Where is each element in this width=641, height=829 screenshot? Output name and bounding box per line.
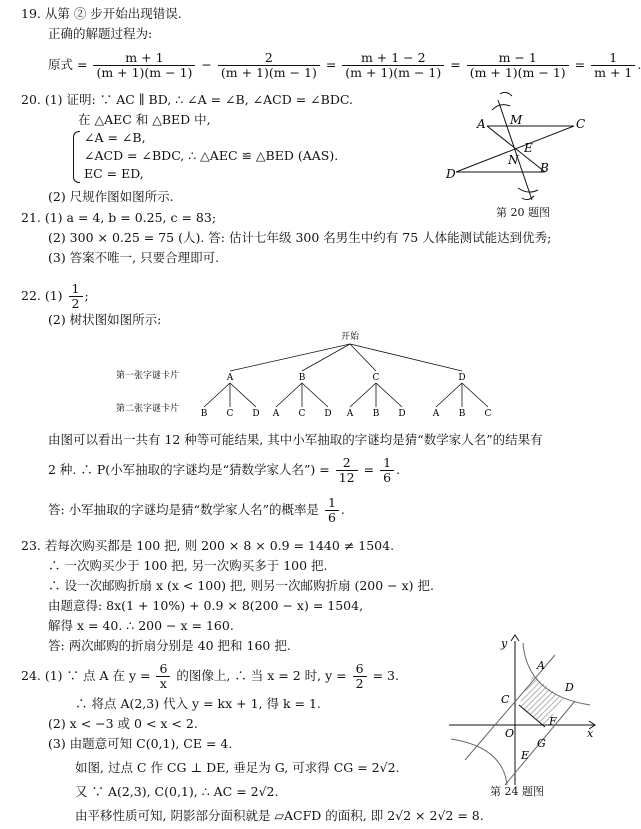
prefix: 24. (1) ∵ 点 A 在 y = (21, 668, 151, 683)
frac (325, 496, 339, 525)
num: m − 1 (467, 51, 569, 66)
tree-node: B (200, 409, 208, 419)
q19-line1: 19. 从第 ② 步开始出现错误. (21, 6, 182, 21)
q23-line3: ∴ 设一次邮购折扇 x (x < 100) 把, 则另一次邮购折扇 (200 − x) 把. (48, 578, 434, 593)
label-D: D (446, 167, 456, 181)
tree-node: C (372, 373, 380, 383)
q22-line5 (48, 494, 345, 526)
label-F: F (549, 715, 557, 728)
label-B: B (540, 161, 549, 175)
q20-brace2: ∠ACD = ∠BDC, ∴ △AEC ≌ △BED (AAS). (84, 148, 339, 163)
label-A: A (477, 117, 486, 131)
q24-caption: 第 24 题图 (490, 785, 544, 798)
tree-edges (204, 344, 488, 407)
label-O: O (505, 727, 515, 740)
suffix: ; (84, 288, 89, 303)
tree-edge (204, 383, 230, 407)
frac-3 (342, 51, 444, 80)
tree-node: C (298, 409, 306, 419)
tree-root: 开始 (340, 332, 360, 342)
num: 6 (156, 662, 170, 677)
suffix: . (340, 502, 345, 517)
q24-line7: 由平移性质可知, 阴影部分面积就是 ▱ACFD 的面积, 即 2√2 × 2√2 = 8. (75, 808, 484, 823)
label-C: C (501, 693, 510, 706)
tree-edge (350, 344, 462, 371)
tree-node: A (346, 409, 354, 419)
frac (156, 662, 170, 691)
label-D: D (565, 681, 574, 694)
den: x (159, 676, 167, 691)
den: (m + 1)(m − 1) (96, 65, 193, 80)
den: 6 (383, 470, 392, 485)
label-x: x (587, 727, 594, 740)
q24-line2: ∴ 将点 A(2,3) 代入 y = kx + 1, 得 k = 1. (75, 696, 321, 711)
tree-node: B (298, 373, 306, 383)
q19-line2: 正确的解题过程为: (48, 26, 153, 41)
suffix: = 3. (372, 668, 399, 683)
q24-line3: (2) x < −3 或 0 < x < 2. (48, 716, 198, 731)
arc (500, 92, 512, 96)
q22-line2: (2) 树状图如图所示: (48, 312, 162, 327)
num: 6 (353, 662, 367, 677)
tree-node: D (324, 409, 332, 419)
suffix: . (396, 462, 401, 477)
label-G: G (537, 737, 546, 750)
label-M: M (510, 113, 523, 127)
den: 12 (338, 470, 355, 485)
tree-edge (436, 383, 462, 407)
q23-line5: 解得 x = 40. ∴ 200 − x = 160. (48, 618, 234, 633)
prefix: 2 种. ∴ P(小军抽取的字谜均是“猜数学家人名”) = (48, 462, 330, 477)
prefix: 答: 小军抽取的字谜均是猜“数学家人名”的概率是 (48, 502, 319, 517)
q20-line3: (2) 尺规作图如图所示. (48, 189, 174, 204)
num: m + 1 (93, 51, 195, 66)
op: . (637, 57, 641, 72)
hyperbola (451, 739, 507, 785)
tree-row2-label: 第二张字谜卡片 (116, 404, 180, 414)
den: m + 1 (594, 65, 633, 80)
q21-line1: 21. (1) a = 4, b = 0.25, c = 83; (21, 210, 217, 225)
q24-line6: 又 ∵ A(2,3), C(0,1), ∴ AC = 2√2. (75, 784, 279, 799)
q21-line3: (3) 答案不唯一, 只要合理即可. (48, 250, 220, 265)
frac-2 (218, 51, 320, 80)
den: (m + 1)(m − 1) (220, 65, 317, 80)
q24-line4: (3) 由题意可知 C(0,1), CE = 4. (48, 736, 233, 751)
q24-line5: 如图, 过点 C 作 CG ⊥ DE, 垂足为 G, 可求得 CG = 2√2. (75, 760, 400, 775)
den: (m + 1)(m − 1) (345, 65, 442, 80)
tree-node: B (372, 409, 380, 419)
tree-node: A (226, 373, 234, 383)
tree-node: C (484, 409, 492, 419)
op: = (450, 57, 461, 72)
q23-line1: 23. 若每次购买都是 100 把, 则 200 × 8 × 0.9 = 1440 ≠ 1504. (21, 538, 395, 553)
tree-node: D (458, 373, 466, 383)
tree-edge (302, 383, 328, 407)
tree-edge (276, 383, 302, 407)
q22-line1 (21, 280, 89, 312)
mid: 的图像上, ∴ 当 x = 2 时, y = (176, 668, 347, 683)
frac-1 (93, 51, 195, 80)
q20-figure (440, 80, 600, 205)
q20-brace3: EC = ED, (84, 166, 144, 181)
num: 2 (336, 456, 358, 471)
q22-line4 (48, 454, 400, 486)
tree-edge (350, 344, 376, 371)
q20-caption: 第 20 题图 (496, 206, 550, 219)
q19-formula (48, 48, 641, 82)
tree-node: C (226, 409, 234, 419)
q22-line3: 由图可以看出一共有 12 种等可能结果, 其中小军抽取的字谜均是猜“数学家人名”的结果有 (48, 432, 543, 447)
frac-4 (467, 51, 569, 80)
q20-line1: 20. (1) 证明: ∵ AC ∥ BD, ∴ ∠A = ∠B, ∠ACD = ∠BDC. (21, 92, 353, 107)
orig-label: 原式 = (48, 57, 88, 72)
tree-node: A (272, 409, 280, 419)
tree-edge (376, 383, 402, 407)
op: = (363, 462, 375, 477)
tree-row1-label: 第一张字谜卡片 (116, 371, 180, 381)
brace (73, 131, 80, 183)
frac-5 (591, 51, 635, 80)
label-y: y (501, 637, 508, 650)
num: 1 (591, 51, 635, 66)
den: 2 (355, 676, 364, 691)
label-A: A (537, 659, 545, 672)
label-E: E (521, 749, 530, 762)
q21-line2: (2) 300 × 0.25 = 75 (人). 答: 估计七年级 300 名男生中约有 75 人体能测试能达到优秀; (48, 230, 552, 245)
tree-edge (350, 383, 376, 407)
q24-line1 (21, 660, 399, 692)
tree-node: B (458, 409, 466, 419)
den: (m + 1)(m − 1) (469, 65, 566, 80)
q23-line6: 答: 两次邮购的折扇分别是 40 把和 160 把. (48, 638, 291, 653)
q20-brace1: ∠A = ∠B, (84, 130, 146, 145)
q24-figure (445, 635, 600, 790)
num: m + 1 − 2 (342, 51, 444, 66)
tree-edge (302, 344, 350, 371)
op: = (574, 57, 586, 72)
frac (353, 662, 367, 691)
tree-edge (230, 383, 256, 407)
tree-edge (462, 383, 488, 407)
tree-diagram (110, 328, 500, 424)
frac (69, 282, 83, 311)
q23-line4: 由题意得: 8x(1 + 10%) + 0.9 × 8(200 − x) = 1504, (48, 598, 364, 613)
tree-node: A (432, 409, 440, 419)
tree-node: D (252, 409, 260, 419)
q23-line2: ∴ 一次购买少于 100 把, 另一次购买多于 100 把. (48, 558, 328, 573)
prefix: 22. (1) (21, 288, 63, 303)
op: = (325, 57, 337, 72)
frac (336, 456, 358, 485)
y-arrow (511, 635, 519, 641)
den: 6 (327, 510, 336, 525)
num: 1 (380, 456, 394, 471)
frac (380, 456, 394, 485)
num: 1 (69, 282, 83, 297)
label-C: C (576, 117, 586, 131)
num: 1 (325, 496, 339, 511)
tree-node: D (398, 409, 406, 419)
den: 2 (71, 296, 80, 311)
num: 2 (218, 51, 320, 66)
tree-edge (230, 344, 350, 371)
q20-line2: 在 △AEC 和 △BED 中, (78, 112, 211, 127)
label-N: N (508, 153, 519, 167)
op: − (201, 57, 212, 72)
label-E: E (524, 141, 533, 155)
